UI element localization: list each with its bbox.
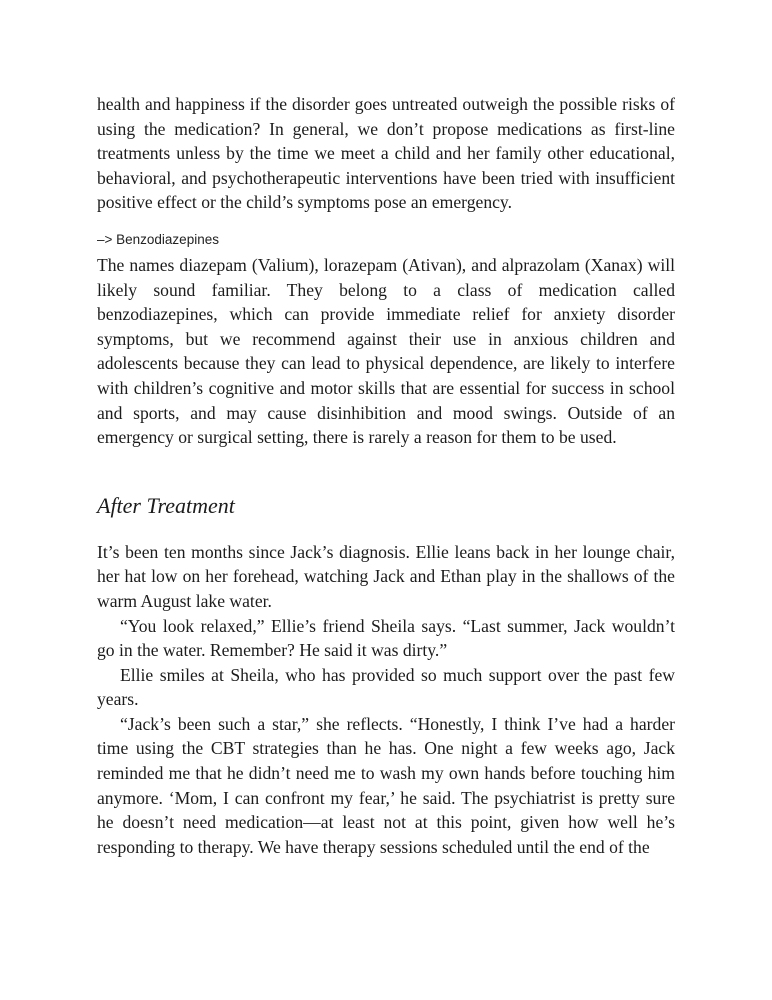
after-treatment-paragraph-4: “Jack’s been such a star,” she reflects. “Honestly, I think I’ve had a harder time using the CBT strategies than he has. One night a few weeks ago, Jack reminded me that he didn’t need me to wash my own hands before touching him anymore. ‘Mom, I can confront my fear,’ he said. The psychiatrist is pretty sure he doesn’t need medication—at least not at this point, given how well he’s responding to therapy. We have therapy sessions scheduled until the end of the xyxy=(97,713,675,857)
page-content xyxy=(97,92,675,859)
intro-paragraph: health and happiness if the disorder goes untreated outweigh the possible risks of using the medication? In general, we don’t propose medications as first-line treatments unless by the time we meet a child and her family other educational, behavioral, and psychotherapeutic interventions have been tried with insufficient positive effect or the child’s symptoms pose an emergency. xyxy=(97,94,675,213)
after-treatment-paragraph-3: Ellie smiles at Sheila, who has provided so much support over the past few years. xyxy=(97,664,675,710)
benzodiazepines-paragraph: The names diazepam (Valium), lorazepam (Ativan), and alprazolam (Xanax) will likely sound familiar. They belong to a class of medication called benzodiazepines, which can provide immediate relief for anxiety disorder symptoms, but we recommend against their use in anxious children and adolescents because they can lead to physical dependence, are likely to interfere with children’s cognitive and motor skills that are essential for success in school and sports, and may cause disinhibition and mood swings. Outside of an emergency or surgical setting, there is rarely a reason for them to be used. xyxy=(97,254,675,448)
benzodiazepines-heading: –> Benzodiazepines xyxy=(97,231,219,247)
after-treatment-paragraph-2: “You look relaxed,” Ellie’s friend Sheila says. “Last summer, Jack wouldn’t go in the water. Remember? He said it was dirty.” xyxy=(97,615,675,661)
after-treatment-title: After Treatment xyxy=(97,492,235,518)
after-treatment-paragraph-1: It’s been ten months since Jack’s diagnosis. Ellie leans back in her lounge chair, her hat low on her forehead, watching Jack and Ethan play in the shallows of the warm August lake water. xyxy=(97,541,675,611)
